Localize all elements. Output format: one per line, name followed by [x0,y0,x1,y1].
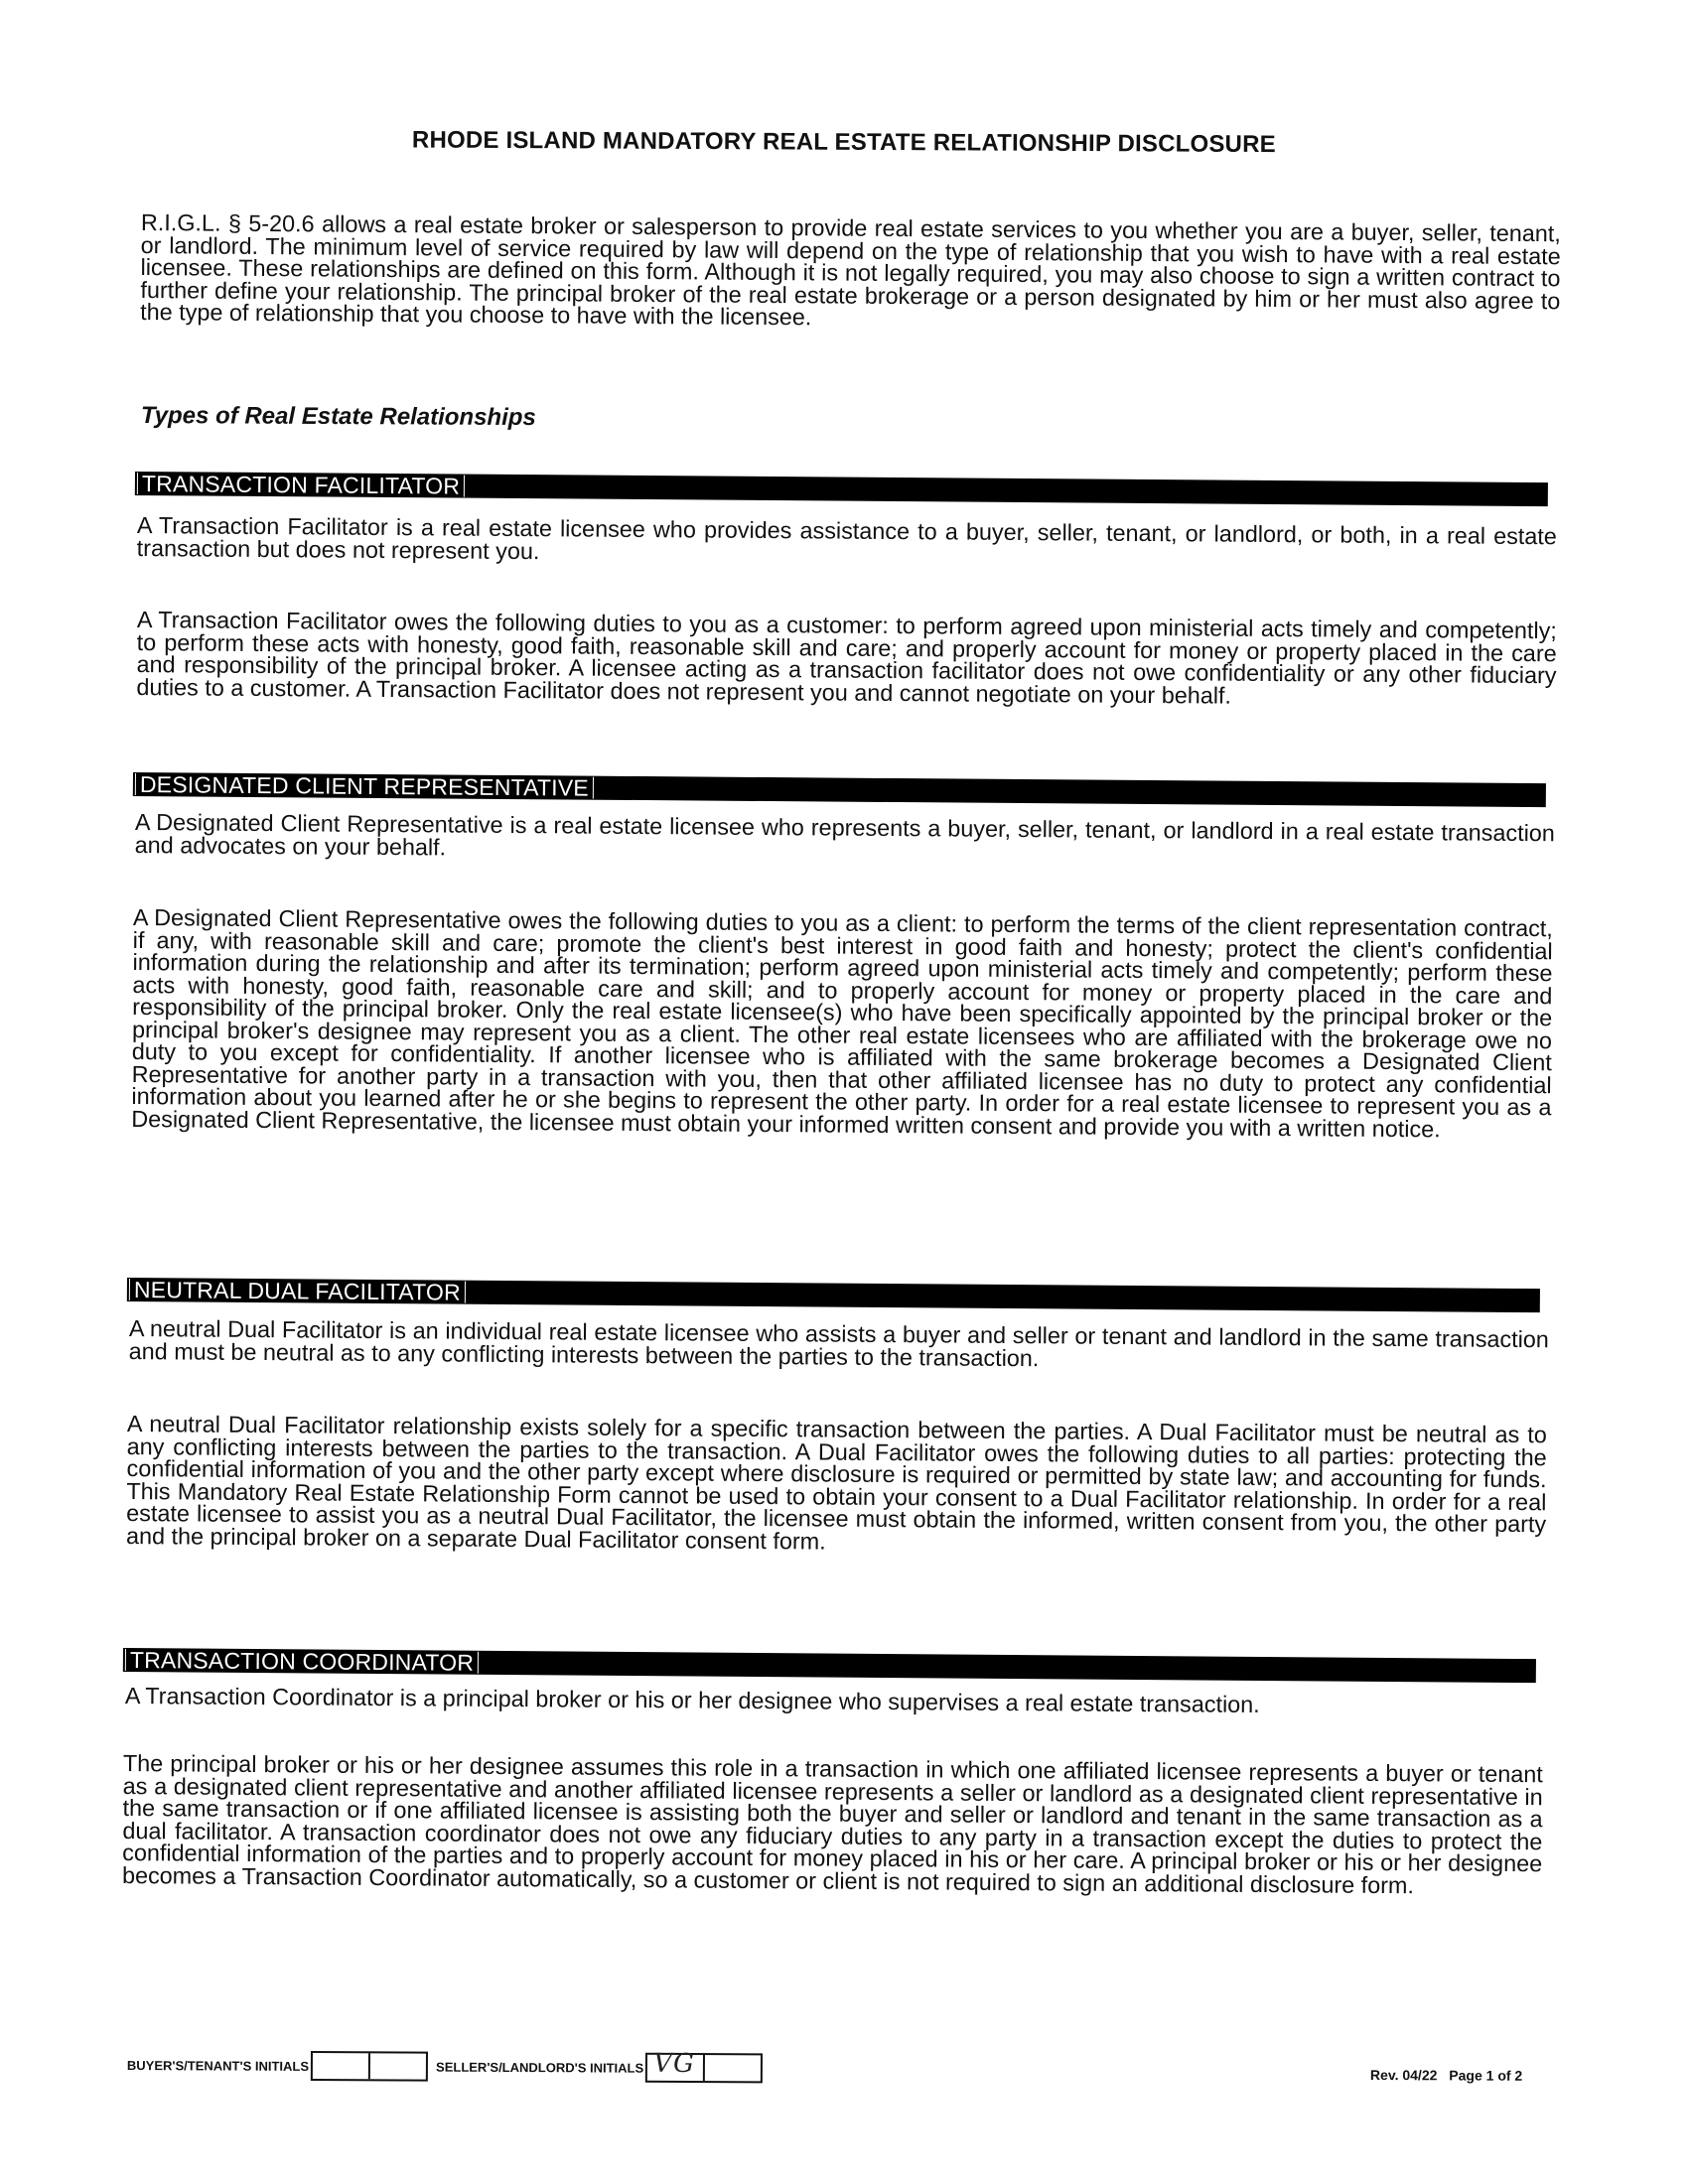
seller-initials-label: SELLER'S/LANDLORD'S INITIALS [436,2059,644,2076]
section-heading-transaction-facilitator: TRANSACTION FACILITATOR [137,473,465,497]
designated-client-representative-definition: A Designated Client Representative is a real estate licensee who represents a buyer, seller, tenant, or landlord in a real estate transaction and advocates on your behalf. [134,809,1555,860]
section-bar-transaction-coordinator [123,1648,1536,1683]
section-bar-neutral-dual-facilitator [127,1278,1540,1312]
types-heading: Types of Real Estate Relationships [140,402,536,432]
transaction-facilitator-duties: A Transaction Facilitator owes the following duties to you as a customer: to perform agreed upon ministerial acts timely and competently; to perform these acts with honesty, good faith, reasonable skill and care; and properly account for money or property placed in the care and responsibility of the principal broker. A licensee acting as a transaction facilitator does not owe confidentiality or any other fiduciary duties to a customer. A Transaction Facilitator does not represent you and cannot negotiate on your behalf. [136,607,1557,709]
buyer-initials-box[interactable] [311,2051,428,2082]
section-heading-transaction-coordinator: TRANSACTION COORDINATOR [125,1649,479,1674]
revision-date: Rev. 04/22 [1369,2067,1438,2084]
seller-initials-box[interactable] [645,2048,763,2084]
transaction-coordinator-definition: A Transaction Coordinator is a principal broker or his or her designee who supervises a real estate transaction. [124,1683,1260,1717]
revision-info [1370,2067,1530,2084]
designated-client-representative-duties: A Designated Client Representative owes the following duties to you as a client: to perform the terms of the client representation contract, if any, with reasonable skill and care; promote the client's best interest in good faith and honesty; protect the client's confidential information during the relationship and after its termination; perform agreed upon ministerial acts timely and competently; perform these acts with honesty, good faith, reasonable care and skill; and to properly account for money or property placed in the care and responsibility of the principal broker. Only the real estate licensee(s) who have been specifically appointed by the principal broker or the principal broker's designee may represent you as a client. The other real estate licensees who are affiliated with the brokerage owe no duty to you except for confidentiality. If another licensee who is affiliated with the same brokerage becomes a Designated Client Representative for another party in a transaction with you, then that other affiliated licensee has no duty to protect any confidential information about you learned after he or she begins to represent the other party. In order for a real estate licensee to represent you as a Designated Client Representative, the licensee must obtain your informed written consent and provide you with a written notice. [131,904,1553,1142]
section-heading-designated-client-representative: DESIGNATED CLIENT REPRESENTATIVE [135,773,594,799]
document-title: RHODE ISLAND MANDATORY REAL ESTATE RELATIONSHIP DISCLOSURE [411,126,1276,159]
intro-paragraph: R.I.G.L. § 5-20.6 allows a real estate broker or salesperson to provide real estate services to you whether you are a buyer, seller, tenant, or landlord. The minimum level of service required by law will depend on the type of relationship that you wish to have with a real estate licensee. These relationships are defined on this form. Although it is not legally required, you may also choose to sign a written contract to further define your relationship. The principal broker of the real estate brokerage or a person designated by him or her must also agree to the type of relationship that you choose to have with the licensee. [140,209,1561,331]
seller-initials-cell-1[interactable] [647,2048,705,2081]
neutral-dual-facilitator-duties: A neutral Dual Facilitator relationship exists solely for a specific transaction between the parties. A Dual Facilitator must be neutral as to any conflicting interests between the parties to the transaction. A Dual Facilitator owes the following duties to all parties: protecting the confidential information of you and the other party except where disclosure is required or permitted by state law; and accounting for funds. This Mandatory Real Estate Relationship Form cannot be used to obtain your consent to a Dual Facilitator relationship. In order for a real estate licensee to assist you as a neutral Dual Facilitator, the licensee must obtain the informed, written consent from you, the other party and the principal broker on a separate Dual Facilitator consent form. [125,1411,1547,1555]
buyer-initials-label: BUYER'S/TENANT'S INITIALS [126,2057,310,2074]
buyer-initials-cell-1[interactable] [313,2053,370,2079]
initials-footer [127,2050,771,2083]
seller-initials-cell-2[interactable] [705,2055,761,2081]
page-number: Page 1 of 2 [1449,2067,1523,2084]
neutral-dual-facilitator-definition: A neutral Dual Facilitator is an individual real estate licensee who assists a buyer and seller or tenant and landlord in the same transaction and must be neutral as to any conflicting interests between the parties to the transaction. [128,1315,1549,1371]
section-bar-transaction-facilitator [135,472,1548,506]
transaction-coordinator-role: The principal broker or his or her designee assumes this role in a transaction in which one affiliated licensee represents a buyer or tenant as a designated client representative and another affiliated licensee represents a seller or landlord as a designated client representative in the same transaction or if one affiliated licensee is assisting both the buyer and seller or landlord and tenant in the same transaction as a dual facilitator. A transaction coordinator does not owe any fiduciary duties to any party in a transaction except the duties to protect the confidential information of the parties and to properly account for money placed in his or her care. A principal broker or his or her designee becomes a Transaction Coordinator automatically, so a customer or client is not required to sign an additional disclosure form. [121,1750,1543,1898]
transaction-facilitator-definition: A Transaction Facilitator is a real estate licensee who provides assistance to a buyer, seller, tenant, or landlord, or both, in a real estate transaction but does not represent you. [136,512,1557,564]
seller-initials-handwriting: VG [653,2048,695,2079]
buyer-initials-cell-2[interactable] [370,2053,426,2079]
section-bar-designated-client-representative [133,772,1546,807]
section-heading-neutral-dual-facilitator: NEUTRAL DUAL FACILITATOR [129,1279,466,1303]
